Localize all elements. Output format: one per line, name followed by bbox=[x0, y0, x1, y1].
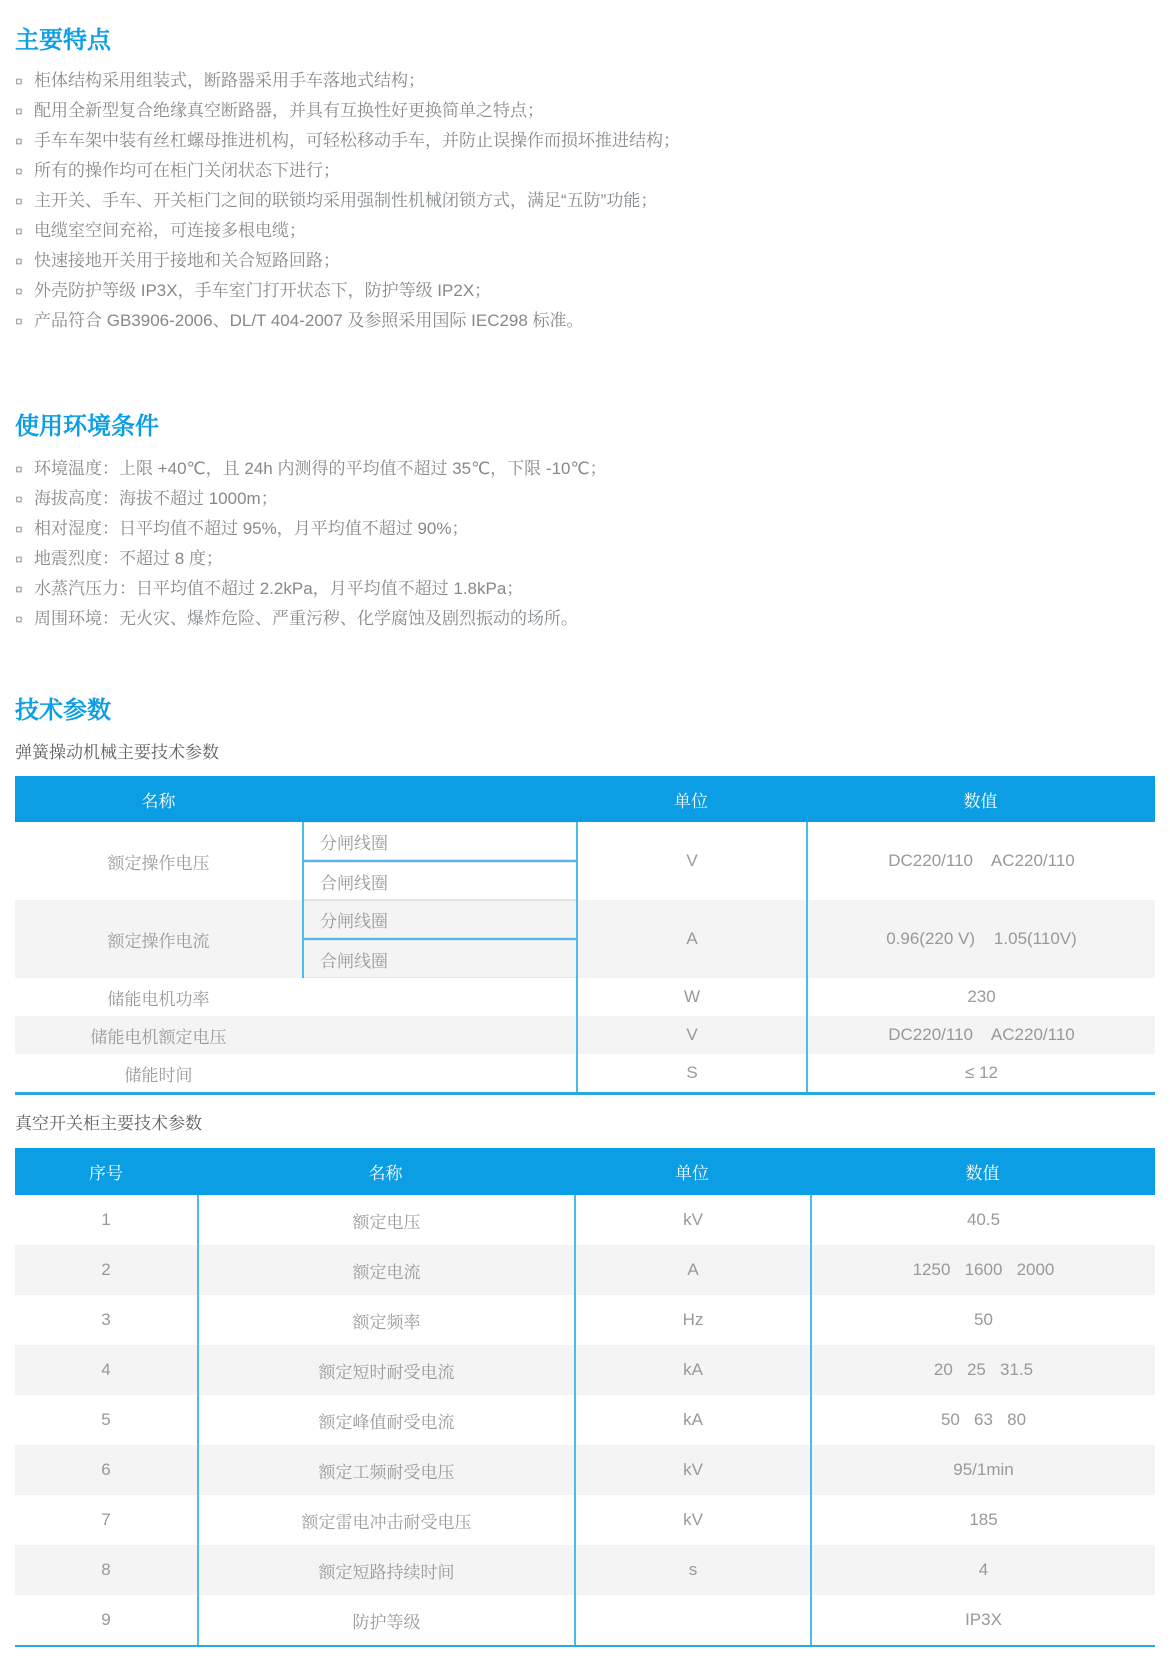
param-value: 50 63 80 bbox=[810, 1395, 1155, 1445]
table-row bbox=[15, 1195, 1155, 1245]
row-no: 3 bbox=[101, 1310, 111, 1329]
bullet-icon: ¤ bbox=[15, 521, 23, 537]
table-row bbox=[15, 978, 1155, 1016]
list-item bbox=[15, 246, 1155, 276]
param-unit: kA bbox=[574, 1395, 810, 1445]
bullet-icon: ¤ bbox=[15, 133, 23, 149]
param-name: 额定操作电流 bbox=[107, 931, 210, 951]
feature-text: 产品符合 GB3906-2006、DL/T 404-2007 及参照采用国际 IEC298 标准。 bbox=[34, 311, 584, 330]
param-unit: kV bbox=[574, 1195, 810, 1245]
coil-subcolumn bbox=[302, 900, 576, 978]
param-name: 额定电压 bbox=[197, 1195, 574, 1245]
table2-caption: 真空开关柜主要技术参数 bbox=[15, 1114, 202, 1133]
list-item bbox=[15, 604, 1155, 634]
list-item bbox=[15, 276, 1155, 306]
list-item bbox=[15, 454, 1155, 484]
environment-text: 海拔高度：海拔不超过 1000m； bbox=[34, 489, 278, 508]
table-row bbox=[15, 1395, 1155, 1445]
row-no: 8 bbox=[101, 1560, 111, 1579]
list-item bbox=[15, 96, 1155, 126]
feature-text: 所有的操作均可在柜门关闭状态下进行； bbox=[34, 161, 340, 180]
param-unit: S bbox=[576, 1054, 806, 1092]
bullet-icon: ¤ bbox=[15, 163, 23, 179]
param-value: IP3X bbox=[810, 1595, 1155, 1645]
spacer-cell bbox=[302, 978, 576, 1016]
row-no: 9 bbox=[101, 1610, 111, 1629]
param-unit: V bbox=[576, 1016, 806, 1054]
list-item bbox=[15, 186, 1155, 216]
feature-text: 柜体结构采用组装式，断路器采用手车落地式结构； bbox=[34, 71, 425, 90]
param-value: DC220/110 AC220/110 bbox=[806, 1016, 1155, 1054]
header-value: 数值 bbox=[965, 1164, 1000, 1183]
list-item bbox=[15, 216, 1155, 246]
feature-text: 快速接地开关用于接地和关合短路回路； bbox=[34, 251, 340, 270]
table-row bbox=[15, 1295, 1155, 1345]
spacer-cell bbox=[302, 1054, 576, 1092]
coil-subcolumn bbox=[302, 822, 576, 900]
bullet-icon: ¤ bbox=[15, 581, 23, 597]
row-no: 2 bbox=[101, 1260, 111, 1279]
bullet-icon: ¤ bbox=[15, 253, 23, 269]
param-value: DC220/110 AC220/110 bbox=[806, 822, 1155, 900]
list-item bbox=[15, 126, 1155, 156]
environment-list bbox=[15, 454, 1155, 634]
vacuum-switchgear-table bbox=[15, 1148, 1155, 1647]
bullet-icon: ¤ bbox=[15, 283, 23, 299]
param-unit: W bbox=[576, 978, 806, 1016]
param-unit: kV bbox=[574, 1495, 810, 1545]
bullet-icon: ¤ bbox=[15, 611, 23, 627]
table-row bbox=[15, 822, 1155, 900]
table-header-row bbox=[15, 776, 1155, 822]
bullet-icon: ¤ bbox=[15, 103, 23, 119]
param-value: ≤ 12 bbox=[806, 1054, 1155, 1092]
param-unit: Hz bbox=[574, 1295, 810, 1345]
param-name: 额定雷电冲击耐受电压 bbox=[197, 1495, 574, 1545]
bullet-icon: ¤ bbox=[15, 223, 23, 239]
list-item bbox=[15, 306, 1155, 336]
param-unit: kV bbox=[574, 1445, 810, 1495]
environment-text: 周围环境：无火灾、爆炸危险、严重污秽、化学腐蚀及剧烈振动的场所。 bbox=[34, 609, 578, 628]
header-unit: 单位 bbox=[675, 1164, 709, 1183]
row-no: 5 bbox=[101, 1410, 111, 1429]
param-unit: A bbox=[574, 1245, 810, 1295]
param-value: 1250 1600 2000 bbox=[810, 1245, 1155, 1295]
environment-text: 环境温度：上限 +40℃，且 24h 内测得的平均值不超过 35℃，下限 -10℃； bbox=[34, 459, 607, 478]
feature-text: 配用全新型复合绝缘真空断路器，并具有互换性好更换简单之特点； bbox=[34, 101, 544, 120]
row-no: 7 bbox=[101, 1510, 111, 1529]
list-item bbox=[15, 544, 1155, 574]
param-value: 185 bbox=[810, 1495, 1155, 1545]
header-name: 名称 bbox=[368, 1164, 403, 1183]
subcell-open-coil: 分闸线圈 bbox=[304, 822, 576, 860]
param-name: 额定峰值耐受电流 bbox=[197, 1395, 574, 1445]
param-value: 230 bbox=[806, 978, 1155, 1016]
feature-text: 外壳防护等级 IP3X，手车室门打开状态下，防护等级 IP2X； bbox=[34, 281, 492, 300]
param-unit bbox=[574, 1595, 810, 1645]
bullet-icon: ¤ bbox=[15, 461, 23, 477]
header-spacer bbox=[302, 776, 576, 822]
param-value: 20 25 31.5 bbox=[810, 1345, 1155, 1395]
param-unit: s bbox=[574, 1545, 810, 1595]
row-no: 1 bbox=[101, 1210, 111, 1229]
header-name: 名称 bbox=[141, 791, 176, 811]
param-value: 50 bbox=[810, 1295, 1155, 1345]
table-row bbox=[15, 1545, 1155, 1595]
header-unit: 单位 bbox=[674, 791, 708, 811]
bullet-icon: ¤ bbox=[15, 73, 23, 89]
param-value: 0.96(220 V) 1.05(110V) bbox=[806, 900, 1155, 978]
table-row bbox=[15, 1054, 1155, 1092]
param-name: 额定操作电压 bbox=[107, 853, 210, 873]
feature-text: 电缆室空间充裕，可连接多根电缆； bbox=[34, 221, 306, 240]
list-item bbox=[15, 574, 1155, 604]
table-row bbox=[15, 1245, 1155, 1295]
param-value: 40.5 bbox=[810, 1195, 1155, 1245]
param-unit: kA bbox=[574, 1345, 810, 1395]
table-row bbox=[15, 900, 1155, 978]
bullet-icon: ¤ bbox=[15, 551, 23, 567]
feature-text: 手车车架中装有丝杠螺母推进机构，可轻松移动手车，并防止误操作而损坏推进结构； bbox=[34, 131, 680, 150]
header-value: 数值 bbox=[963, 791, 998, 811]
param-name: 额定短路持续时间 bbox=[197, 1545, 574, 1595]
tech-params-title: 技术参数 bbox=[15, 697, 111, 724]
bullet-icon: ¤ bbox=[15, 193, 23, 209]
param-name: 额定短时耐受电流 bbox=[197, 1345, 574, 1395]
features-title: 主要特点 bbox=[15, 27, 111, 54]
list-item bbox=[15, 484, 1155, 514]
environment-text: 地震烈度：不超过 8 度； bbox=[34, 549, 223, 568]
param-value: 4 bbox=[810, 1545, 1155, 1595]
features-list bbox=[15, 66, 1155, 336]
param-name: 储能电机额定电压 bbox=[90, 1027, 227, 1047]
table-header-row bbox=[15, 1148, 1155, 1195]
param-name: 额定频率 bbox=[197, 1295, 574, 1345]
table1-caption: 弹簧操动机械主要技术参数 bbox=[15, 743, 219, 762]
environment-text: 相对湿度：日平均值不超过 95%，月平均值不超过 90%； bbox=[34, 519, 469, 538]
bullet-icon: ¤ bbox=[15, 491, 23, 507]
header-no: 序号 bbox=[89, 1164, 123, 1183]
param-name: 额定工频耐受电压 bbox=[197, 1445, 574, 1495]
table-row bbox=[15, 1345, 1155, 1395]
list-item bbox=[15, 514, 1155, 544]
table-row bbox=[15, 1495, 1155, 1545]
param-name: 防护等级 bbox=[197, 1595, 574, 1645]
subcell-close-coil: 合闸线圈 bbox=[304, 940, 576, 978]
param-unit: V bbox=[576, 822, 806, 900]
environment-title: 使用环境条件 bbox=[15, 413, 159, 440]
subcell-open-coil: 分闸线圈 bbox=[304, 900, 576, 938]
feature-text: 主开关、手车、开关柜门之间的联锁均采用强制性机械闭锁方式，满足“五防”功能； bbox=[34, 191, 658, 210]
list-item bbox=[15, 66, 1155, 96]
spring-mechanism-table bbox=[15, 776, 1155, 1095]
param-name: 额定电流 bbox=[197, 1245, 574, 1295]
row-no: 4 bbox=[101, 1360, 111, 1379]
param-name: 储能电机功率 bbox=[107, 989, 210, 1009]
table-row bbox=[15, 1595, 1155, 1645]
subcell-close-coil: 合闸线圈 bbox=[304, 862, 576, 900]
table-row bbox=[15, 1445, 1155, 1495]
list-item bbox=[15, 156, 1155, 186]
param-value: 95/1min bbox=[810, 1445, 1155, 1495]
param-name: 储能时间 bbox=[124, 1065, 193, 1085]
row-no: 6 bbox=[101, 1460, 111, 1479]
table-row bbox=[15, 1016, 1155, 1054]
spacer-cell bbox=[302, 1016, 576, 1054]
environment-text: 水蒸汽压力：日平均值不超过 2.2kPa，月平均值不超过 1.8kPa； bbox=[34, 579, 524, 598]
bullet-icon: ¤ bbox=[15, 313, 23, 329]
param-unit: A bbox=[576, 900, 806, 978]
